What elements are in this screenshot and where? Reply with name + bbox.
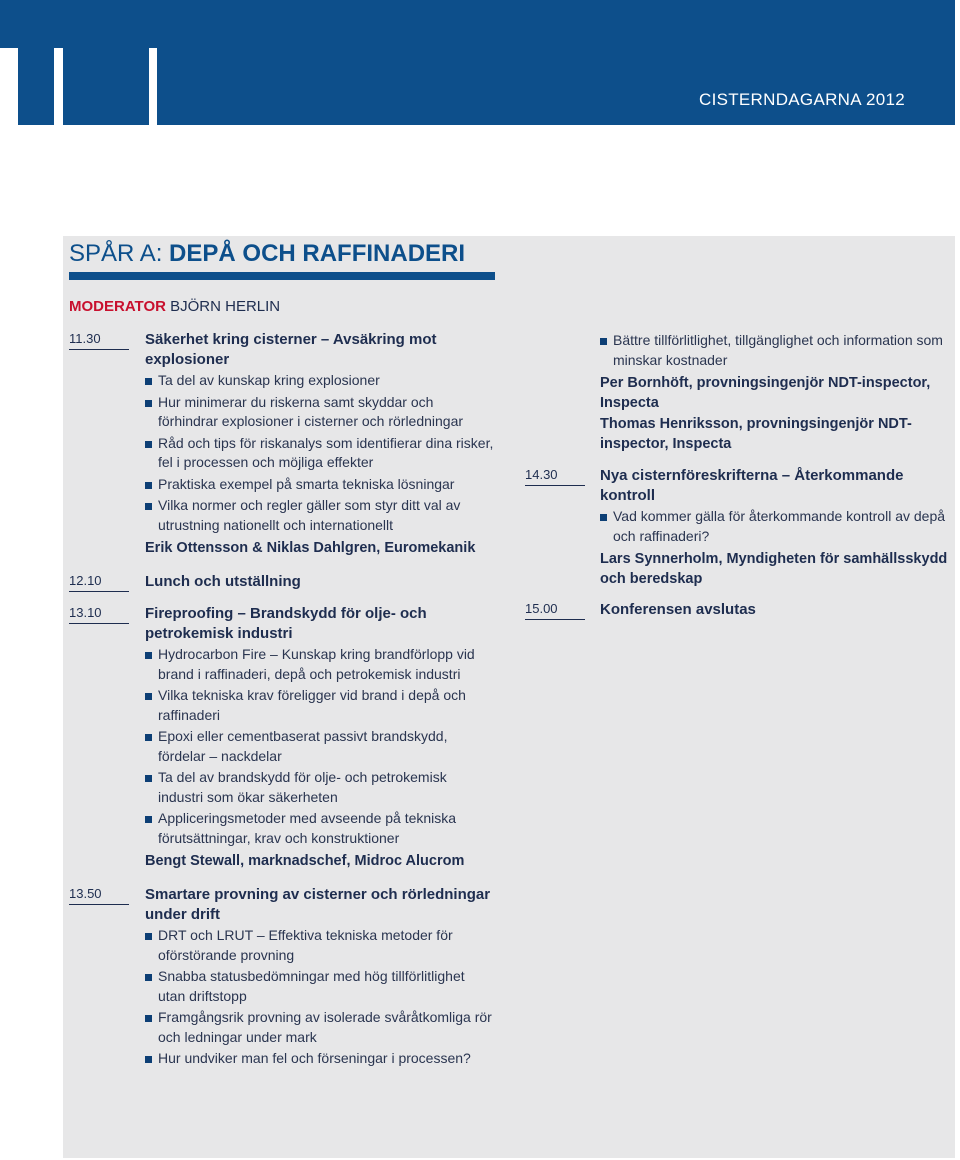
time-label: 13.10 bbox=[69, 605, 129, 624]
bullet-square-icon bbox=[145, 400, 152, 407]
bullet-square-icon bbox=[145, 974, 152, 981]
bullet-item bbox=[145, 809, 495, 848]
item-title: Smartare provning av cisterner och rörledningar under drift bbox=[145, 886, 491, 923]
bullet-square-icon bbox=[145, 693, 152, 700]
bullet-text: Vilka normer och regler gäller som styr ditt val av utrustning nationellt och internationellt bbox=[158, 497, 461, 533]
item-title: Fireproofing – Brandskydd för olje- och petrokemisk industri bbox=[145, 605, 427, 642]
bullet-square-icon bbox=[600, 338, 607, 345]
header-banner bbox=[0, 0, 955, 125]
header-band bbox=[0, 0, 955, 48]
bullet-item bbox=[145, 475, 495, 495]
item-title: Nya cisternföreskrifterna – Återkommande kontroll bbox=[600, 467, 904, 504]
bullet-square-icon bbox=[145, 378, 152, 385]
time-label: 13.50 bbox=[69, 886, 129, 905]
section-rule bbox=[69, 272, 495, 280]
bullet-square-icon bbox=[600, 514, 607, 521]
bullet-text: Ta del av brandskydd för olje- och petrokemisk industri som ökar säkerheten bbox=[158, 769, 447, 805]
speaker-line: Bengt Stewall, marknadschef, Midroc Alucrom bbox=[145, 853, 465, 869]
bullet-text: Vad kommer gälla för återkommande kontroll av depå och raffinaderi? bbox=[613, 508, 946, 544]
bullet-item bbox=[145, 1008, 495, 1047]
section-name: DEPÅ OCH RAFFINADERI bbox=[169, 240, 466, 267]
bullet-square-icon bbox=[145, 503, 152, 510]
bullet-text: Råd och tips för riskanalys som identifierar dina risker, fel i processen och möjliga effekter bbox=[158, 434, 494, 470]
bullet-square-icon bbox=[145, 816, 152, 823]
item-title: Konferensen avslutas bbox=[600, 601, 756, 618]
bullet-list bbox=[145, 926, 495, 1069]
bullet-item bbox=[600, 331, 950, 370]
bullet-square-icon bbox=[145, 482, 152, 489]
agenda-item bbox=[145, 604, 495, 871]
bullet-item bbox=[145, 926, 495, 965]
bullet-text: Appliceringsmetoder med avseende på tekniska förutsättningar, krav och konstruktioner bbox=[158, 810, 457, 846]
bullet-text: Ta del av kunskap kring explosioner bbox=[158, 372, 380, 388]
bullet-square-icon bbox=[145, 652, 152, 659]
speaker-line: Per Bornhöft, provningsingenjör NDT-inspector, Inspecta bbox=[600, 375, 931, 411]
header-block-1 bbox=[18, 48, 54, 125]
bullet-square-icon bbox=[145, 734, 152, 741]
moderator-line bbox=[69, 298, 280, 315]
speaker-line: Thomas Henriksson, provningsingenjör NDT-inspector, Inspecta bbox=[600, 416, 912, 452]
agenda-item bbox=[145, 572, 495, 592]
header-block-3 bbox=[157, 48, 955, 125]
brand-title: CISTERNDAGARNA 2012 bbox=[699, 90, 905, 109]
speaker-line: Erik Ottensson & Niklas Dahlgren, Euromekanik bbox=[145, 540, 476, 556]
time-label: 11.30 bbox=[69, 331, 129, 350]
bullet-list bbox=[145, 371, 495, 535]
bullet-text: Epoxi eller cementbaserat passivt brandskydd, fördelar – nackdelar bbox=[158, 728, 448, 764]
moderator-name: BJÖRN HERLIN bbox=[170, 298, 281, 315]
bullet-item bbox=[145, 727, 495, 766]
agenda-item bbox=[600, 466, 950, 589]
moderator-label: MODERATOR bbox=[69, 298, 166, 315]
bullet-item bbox=[145, 1049, 495, 1069]
time-label: 15.00 bbox=[525, 601, 585, 620]
bullet-text: DRT och LRUT – Effektiva tekniska metoder för oförstörande provning bbox=[158, 927, 453, 963]
item-title: Säkerhet kring cisterner – Avsäkring mot explosioner bbox=[145, 331, 437, 368]
bullet-list bbox=[600, 507, 950, 546]
bullet-item bbox=[145, 496, 495, 535]
bullet-list bbox=[600, 331, 950, 370]
bullet-text: Hur undviker man fel och förseningar i processen? bbox=[158, 1050, 471, 1066]
bullet-item bbox=[145, 371, 495, 391]
agenda-item bbox=[145, 885, 495, 1071]
bullet-text: Framgångsrik provning av isolerade svåråtkomliga rör och ledningar under mark bbox=[158, 1009, 492, 1045]
section-title bbox=[69, 240, 465, 268]
bullet-list bbox=[145, 645, 495, 848]
section-prefix: SPÅR A: bbox=[69, 240, 170, 267]
bullet-text: Bättre tillförlitlighet, tillgänglighet och information som minskar kostnader bbox=[613, 332, 943, 368]
agenda-item bbox=[600, 600, 950, 620]
bullet-item bbox=[145, 393, 495, 432]
bullet-text: Vilka tekniska krav föreligger vid brand i depå och raffinaderi bbox=[158, 687, 466, 723]
bullet-text: Hydrocarbon Fire – Kunskap kring brandförlopp vid brand i raffinaderi, depå och petrokemisk industri bbox=[158, 646, 475, 682]
bullet-item bbox=[145, 645, 495, 684]
agenda-item-continued bbox=[600, 331, 950, 454]
speaker-line: Lars Synnerholm, Myndigheten för samhällsskydd och beredskap bbox=[600, 551, 948, 587]
bullet-square-icon bbox=[145, 1015, 152, 1022]
bullet-item bbox=[145, 768, 495, 807]
bullet-square-icon bbox=[145, 441, 152, 448]
bullet-text: Hur minimerar du riskerna samt skyddar och förhindrar explosioner i cisterner och rörledningar bbox=[158, 393, 464, 429]
item-title: Lunch och utställning bbox=[145, 573, 301, 590]
time-label: 12.10 bbox=[69, 573, 129, 592]
bullet-text: Praktiska exempel på smarta tekniska lösningar bbox=[158, 475, 455, 492]
bullet-item bbox=[145, 434, 495, 473]
bullet-item bbox=[145, 967, 495, 1006]
bullet-square-icon bbox=[145, 933, 152, 940]
bullet-item bbox=[600, 507, 950, 546]
header-block-2 bbox=[63, 48, 149, 125]
bullet-square-icon bbox=[145, 1056, 152, 1063]
bullet-square-icon bbox=[145, 775, 152, 782]
bullet-text: Snabba statusbedömningar med hög tillförlitlighet utan driftstopp bbox=[158, 968, 465, 1004]
agenda-item bbox=[145, 330, 495, 558]
time-label: 14.30 bbox=[525, 467, 585, 486]
bullet-item bbox=[145, 686, 495, 725]
